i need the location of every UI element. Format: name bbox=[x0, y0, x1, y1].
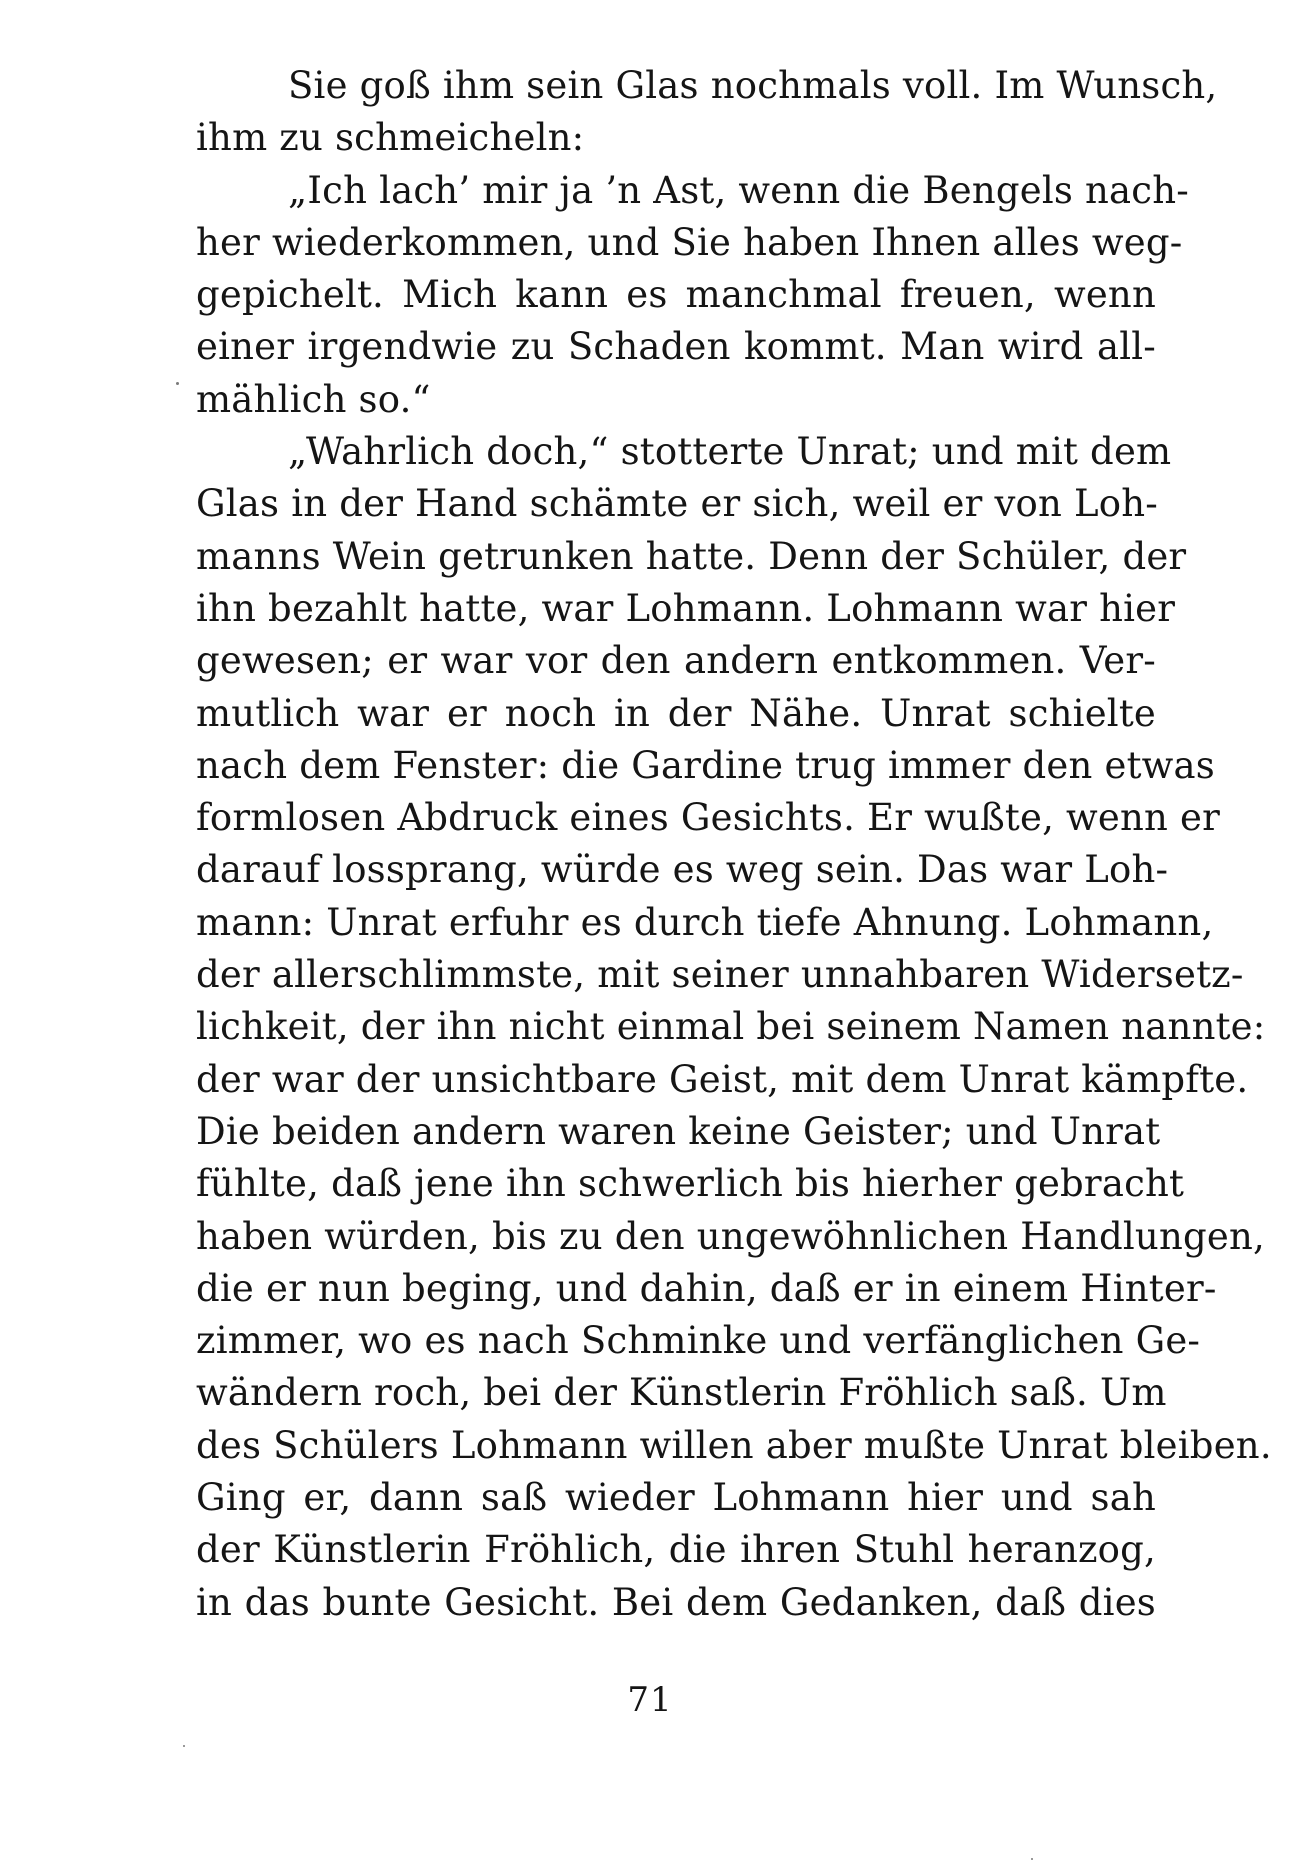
text-line: gepichelt. Mich kann es manchmal freuen, wenn bbox=[196, 273, 1156, 317]
text-line: wändern roch, bei der Künstlerin Fröhlich saß. Um bbox=[196, 1371, 1167, 1415]
text-line: einer irgendwie zu Schaden kommt. Man wird all- bbox=[196, 325, 1156, 369]
scan-speck bbox=[1031, 1858, 1033, 1860]
text-line: des Schülers Lohmann willen aber mußte Unrat bleiben. bbox=[196, 1423, 1272, 1467]
text-line: mutlich war er noch in der Nähe. Unrat schielte bbox=[196, 691, 1156, 735]
text-line: haben würden, bis zu den ungewöhnlichen Handlungen, bbox=[196, 1214, 1265, 1258]
body-text bbox=[196, 60, 1272, 1629]
text-line: ihn bezahlt hatte, war Lohmann. Lohmann war hier bbox=[196, 586, 1176, 630]
text-line: ihm zu schmeicheln: bbox=[196, 116, 585, 160]
scan-speck bbox=[176, 382, 179, 385]
text-line: „Ich lach’ mir ja ’n Ast, wenn die Bengels nach- bbox=[288, 168, 1189, 212]
page-number: 71 bbox=[627, 1680, 673, 1720]
text-line: manns Wein getrunken hatte. Denn der Schüler, der bbox=[196, 534, 1187, 578]
text-line: lichkeit, der ihn nicht einmal bei seinem Namen nannte: bbox=[196, 1005, 1266, 1049]
text-line: in das bunte Gesicht. Bei dem Gedanken, daß dies bbox=[196, 1580, 1156, 1624]
text-line: her wiederkommen, und Sie haben Ihnen alles weg- bbox=[196, 220, 1183, 264]
text-line: nach dem Fenster: die Gardine trug immer den etwas bbox=[196, 743, 1215, 787]
text-line: formlosen Abdruck eines Gesichts. Er wußte, wenn er bbox=[196, 796, 1220, 840]
text-line: der Künstlerin Fröhlich, die ihren Stuhl heranzog, bbox=[196, 1528, 1156, 1572]
text-line: mählich so.“ bbox=[196, 377, 431, 421]
text-line: Ging er, dann saß wieder Lohmann hier und sah bbox=[196, 1476, 1156, 1520]
text-line: Sie goß ihm sein Glas nochmals voll. Im Wunsch, bbox=[288, 64, 1218, 107]
text-line: zimmer, wo es nach Schminke und verfänglichen Ge- bbox=[196, 1319, 1201, 1363]
text-line: fühlte, daß jene ihn schwerlich bis hierher gebracht bbox=[196, 1162, 1185, 1206]
text-line: gewesen; er war vor den andern entkommen. Ver- bbox=[196, 639, 1156, 683]
text-line: die er nun beging, und dahin, daß er in einem Hinter- bbox=[196, 1266, 1217, 1310]
text-line: der allerschlimmste, mit seiner unnahbaren Widersetz- bbox=[196, 953, 1244, 997]
text-line: Die beiden andern waren keine Geister; und Unrat bbox=[196, 1109, 1161, 1153]
scan-speck bbox=[183, 1745, 185, 1747]
text-line: „Wahrlich doch,“ stotterte Unrat; und mit dem bbox=[288, 430, 1172, 474]
text-line: darauf lossprang, würde es weg sein. Das war Loh- bbox=[196, 848, 1169, 892]
text-line: der war der unsichtbare Geist, mit dem Unrat kämpfte. bbox=[196, 1057, 1249, 1101]
text-line: mann: Unrat erfuhr es durch tiefe Ahnung. Lohmann, bbox=[196, 900, 1214, 944]
text-line: Glas in der Hand schämte er sich, weil er von Loh- bbox=[196, 482, 1158, 526]
